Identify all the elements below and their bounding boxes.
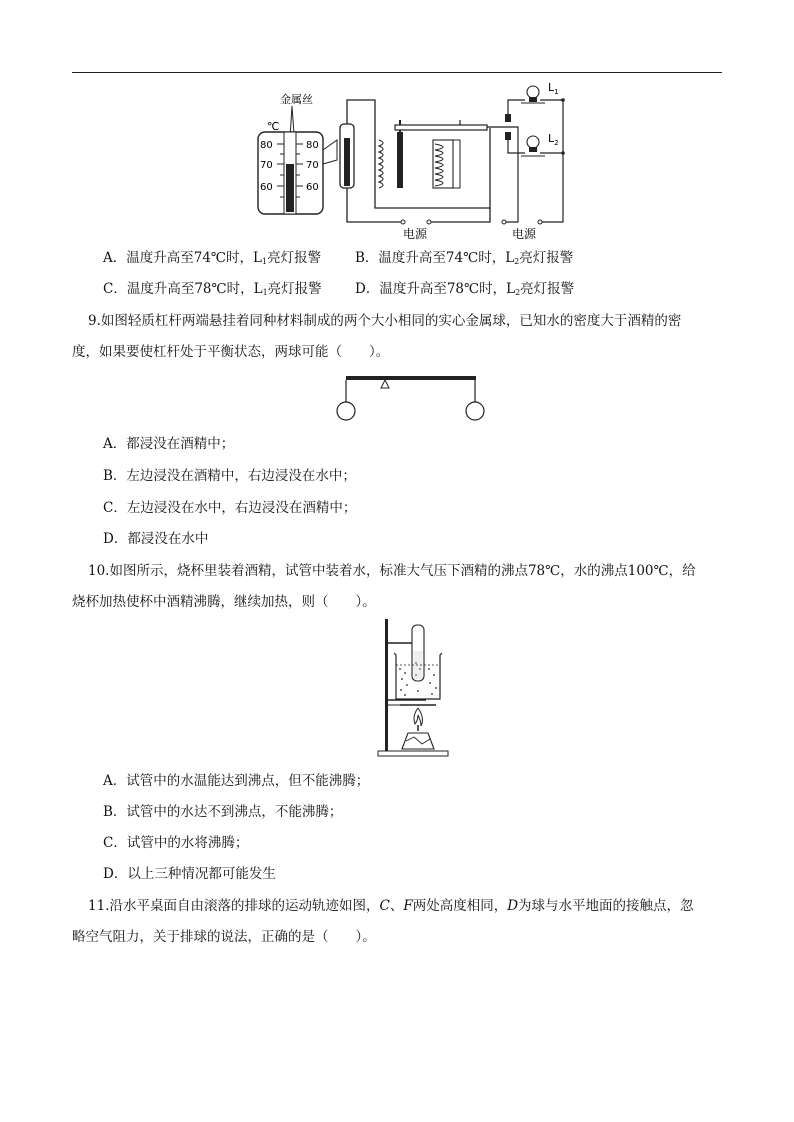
q9-stem-line1: 9.如图轻质杠杆两端悬挂着同种材料制成的两个大小相同的实心金属球，已知水的密度大于酒精的密 <box>88 313 682 329</box>
q11-stem-line1: 11.沿水平桌面自由滚落的排球的运动轨迹如图，C、F两处高度相同，D为球与水平地面的接触点，忽 <box>88 898 694 914</box>
scale-left-80: 80 <box>260 140 273 151</box>
scale-left-70: 70 <box>260 160 273 171</box>
wire-label: 金属丝 <box>280 93 313 106</box>
q9-stem-line2: 度，如果要使杠杆处于平衡状态，两球可能（ ）。 <box>72 344 390 360</box>
scale-right-80: 80 <box>306 140 319 151</box>
q9-option-b: B．左边浸没在酒精中，右边浸没在水中； <box>103 468 356 484</box>
scale-right-70: 70 <box>306 160 319 171</box>
power2-label: 电源 <box>512 227 537 241</box>
unit-label: ℃ <box>267 120 280 133</box>
q10-option-d: D．以上三种情况都可能发生 <box>103 866 276 882</box>
q8-option-b: B．温度升高至74℃时，$L_2$亮灯报警 <box>355 250 574 266</box>
q11-stem-line2: 略空气阻力，关于排球的说法，正确的是（ ）。 <box>72 929 376 945</box>
power1-label: 电源 <box>403 227 428 241</box>
q10-option-b: B．试管中的水达不到沸点，不能沸腾； <box>103 804 343 820</box>
q9-option-a: A．都浸没在酒精中； <box>103 436 235 452</box>
scale-left-60: 60 <box>260 182 273 193</box>
alarm-circuit-figure <box>255 80 575 242</box>
header-rule <box>72 72 722 73</box>
q8-option-c: C．温度升高至78℃时，$L_1$亮灯报警 <box>103 281 322 297</box>
q9-option-c: C．左边浸没在水中，右边浸没在酒精中； <box>103 500 357 516</box>
q9-option-d: D．都浸没在水中 <box>103 531 209 547</box>
q10-option-a: A．试管中的水温能达到沸点，但不能沸腾； <box>103 773 370 789</box>
boiling-apparatus-figure <box>374 617 454 763</box>
lamp1-label: $L_1$ <box>548 81 559 96</box>
q10-option-c: C．试管中的水将沸腾； <box>103 835 249 851</box>
lever-figure <box>332 372 492 424</box>
q8-option-a: A．温度升高至74℃时，$L_1$亮灯报警 <box>103 250 322 266</box>
q8-option-d: D．温度升高至78℃时，$L_2$亮灯报警 <box>355 281 575 297</box>
q10-stem-line1: 10.如图所示，烧杯里装着酒精，试管中装着水，标准大气压下酒精的沸点78℃，水的沸点100℃，给 <box>88 563 696 579</box>
lamp2-label: $L_2$ <box>548 132 559 147</box>
q10-stem-line2: 烧杯加热使杯中酒精沸腾，继续加热，则（ ）。 <box>72 594 376 610</box>
scale-right-60: 60 <box>306 182 319 193</box>
